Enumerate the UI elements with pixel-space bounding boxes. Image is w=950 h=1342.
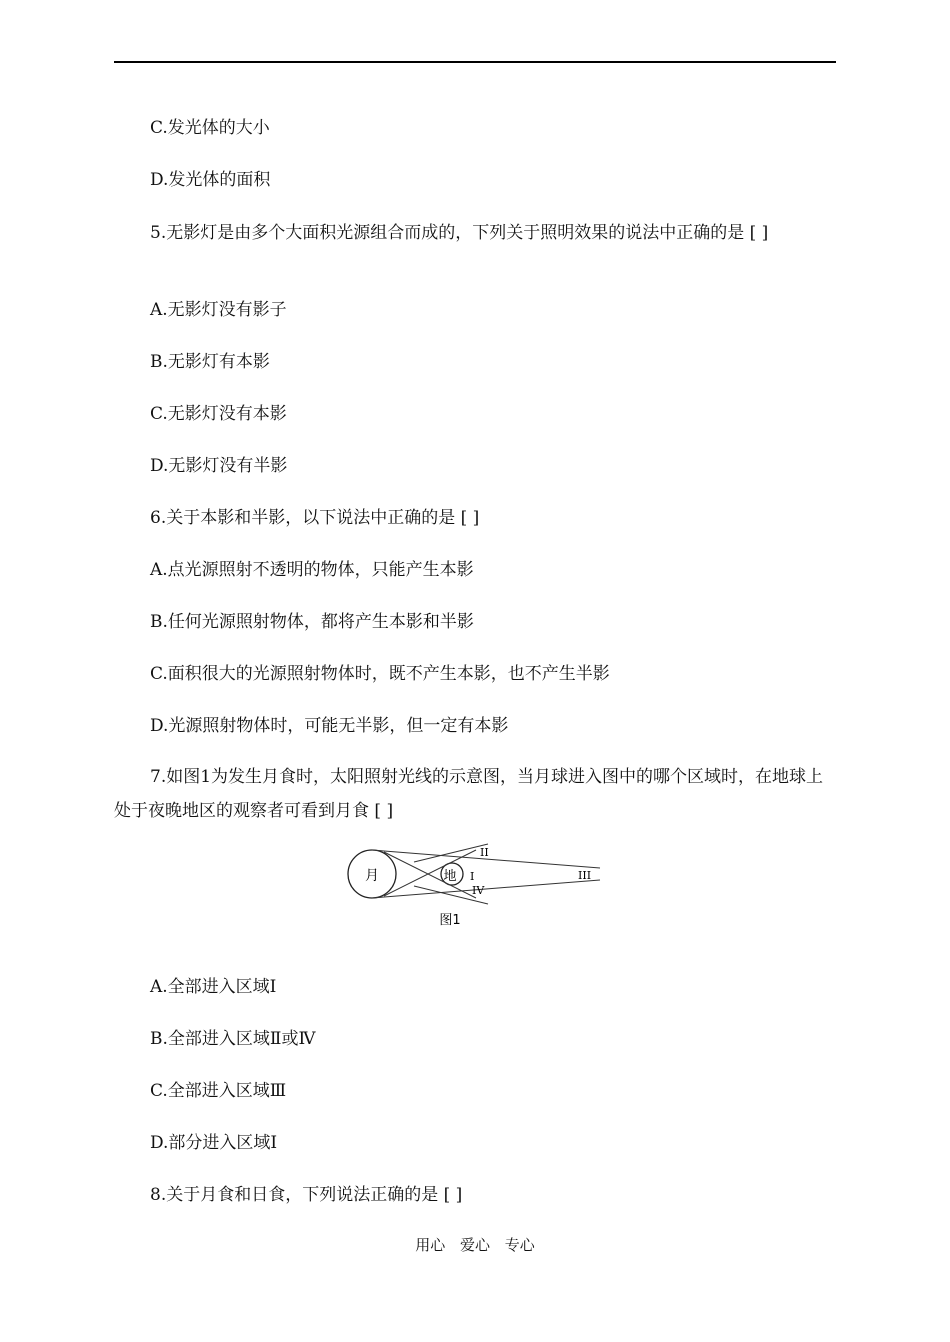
option-d-q4: D.发光体的面积	[150, 170, 271, 190]
region-2-label: II	[480, 846, 489, 859]
figure-caption: 图1	[439, 913, 461, 928]
earth-label: 地	[443, 869, 457, 884]
option-c-q4: C.发光体的大小	[150, 118, 270, 138]
page-footer: 用心 爱心 专心	[415, 1236, 535, 1254]
option-b-q6: B.任何光源照射物体，都将产生本影和半影	[150, 612, 474, 632]
option-a-q7: A.全部进入区域Ⅰ	[150, 977, 277, 997]
question-7: 7.如图1为发生月食时，太阳照射光线的示意图，当月球进入图中的哪个区域时，在地球上处于夜晚地区的观察者可看到月食 [ ]	[114, 767, 824, 821]
question-6: 6.关于本影和半影，以下说法中正确的是 [ ]	[150, 508, 480, 528]
option-a-q5: A.无影灯没有影子	[150, 300, 287, 320]
eclipse-diagram	[344, 840, 606, 932]
option-c-q6: C.面积很大的光源照射物体时，既不产生本影，也不产生半影	[150, 664, 610, 684]
option-b-q5: B.无影灯有本影	[150, 352, 270, 372]
region-4-label: IV	[472, 884, 485, 897]
region-3-label: III	[578, 869, 592, 882]
question-8: 8.关于月食和日食，下列说法正确的是 [ ]	[150, 1185, 463, 1205]
option-c-q7: C.全部进入区域Ⅲ	[150, 1081, 287, 1101]
moon-label: 月	[365, 868, 379, 884]
option-a-q6: A.点光源照射不透明的物体，只能产生本影	[150, 560, 474, 580]
option-b-q7: B.全部进入区域Ⅱ或Ⅳ	[150, 1029, 316, 1049]
question-5: 5.无影灯是由多个大面积光源组合而成的，下列关于照明效果的说法中正确的是 [ ]	[150, 223, 769, 243]
option-d-q6: D.光源照射物体时，可能无半影，但一定有本影	[150, 716, 509, 736]
option-d-q7: D.部分进入区域Ⅰ	[150, 1133, 278, 1153]
region-1-label: I	[470, 870, 475, 883]
option-c-q5: C.无影灯没有本影	[150, 404, 287, 424]
option-d-q5: D.无影灯没有半影	[150, 456, 288, 476]
header-rule	[114, 61, 836, 63]
